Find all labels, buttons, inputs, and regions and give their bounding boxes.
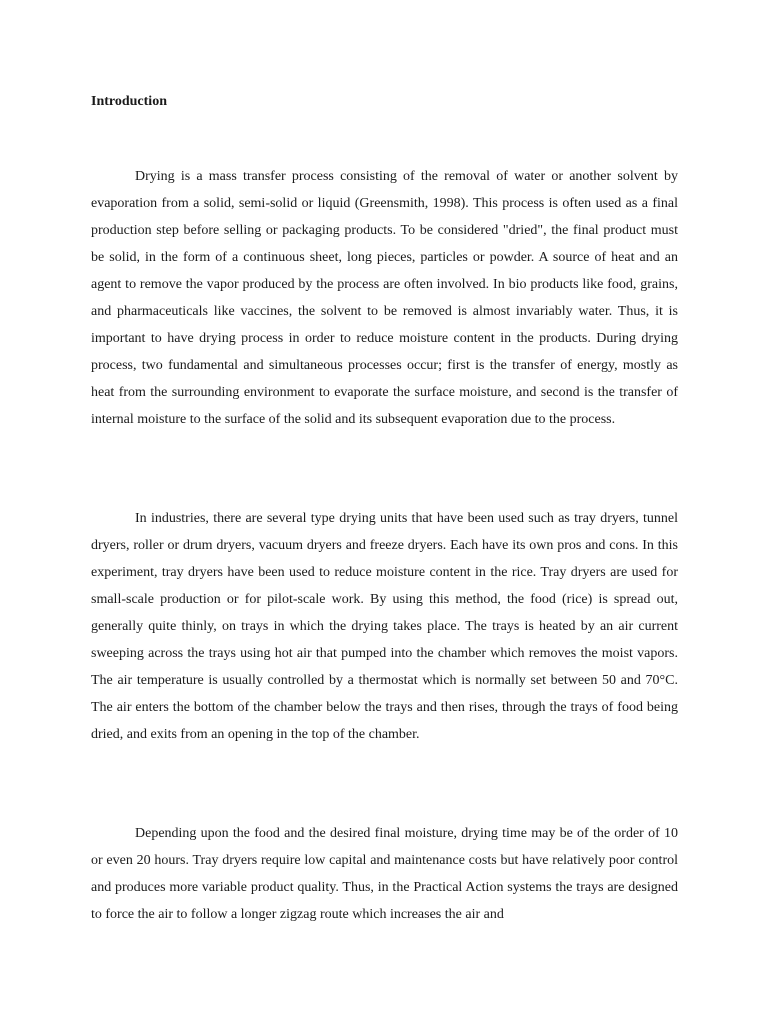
paragraph-drying-definition: Drying is a mass transfer process consisting of the removal of water or another solvent by evaporation from a solid, semi-solid or liquid (Greensmith, 1998). This process is often used as a final production step before selling or packaging products. To be considered "dried", the final product must be solid, in the form of a continuous sheet, long pieces, particles or powder. A source of heat and an agent to remove the vapor produced by the process are often involved. In bio products like food, grains, and pharmaceuticals like vaccines, the solvent to be removed is almost invariably water. Thus, it is important to have drying process in order to reduce moisture content in the products. During drying process, two fundamental and simultaneous processes occur; first is the transfer of energy, mostly as heat from the surrounding environment to evaporate the surface moisture, and second is the transfer of internal moisture to the surface of the solid and its subsequent evaporation due to the process. — [91, 169, 678, 427]
section-heading: Introduction — [91, 94, 167, 109]
paragraph-drying-time: Depending upon the food and the desired final moisture, drying time may be of the order of 10 or even 20 hours. Tray dryers require low capital and maintenance costs but have relatively poor control and produces more variable product quality. Thus, in the Practical Action systems the trays are designed to force the air to follow a longer zigzag route which increases the air and — [91, 826, 678, 922]
paragraph-tray-dryers: In industries, there are several type drying units that have been used such as tray dryers, tunnel dryers, roller or drum dryers, vacuum dryers and freeze dryers. Each have its own pros and cons. In this experiment, tray dryers have been used to reduce moisture content in the rice. Tray dryers are used for small-scale production or for pilot-scale work. By using this method, the food (rice) is spread out, generally quite thinly, on trays in which the drying takes place. The trays is heated by an air current sweeping across the trays using hot air that pumped into the chamber which removes the moist vapors. The air temperature is usually controlled by a thermostat which is normally set between 50 and 70°C. The air enters the bottom of the chamber below the trays and then rises, through the trays of food being dried, and exits from an opening in the top of the chamber. — [91, 511, 678, 742]
